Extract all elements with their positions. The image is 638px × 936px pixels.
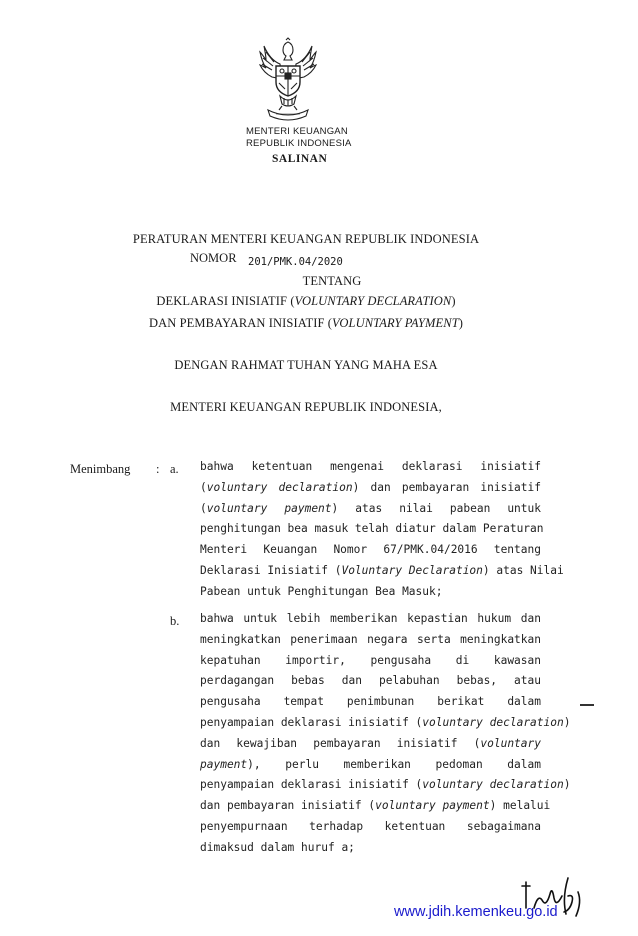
- item-b-line: pengusaha tempat penimbunan berikat dalam: [200, 695, 541, 709]
- ministry-line-2: REPUBLIK INDONESIA: [246, 138, 352, 149]
- margin-mark: [580, 704, 594, 706]
- item-a-letter: a.: [170, 462, 179, 476]
- item-a-line: Menteri Keuangan Nomor 67/PMK.04/2016 tentang: [200, 543, 541, 557]
- garuda-emblem-icon: [258, 38, 318, 122]
- item-b-line: bahwa untuk lebih memberikan kepastian hukum dan: [200, 612, 541, 625]
- item-a-line: Pabean untuk Penghitungan Bea Masuk;: [200, 584, 443, 598]
- blessing-line: DENGAN RAHMAT TUHAN YANG MAHA ESA: [174, 358, 438, 372]
- issuer-line: MENTERI KEUANGAN REPUBLIK INDONESIA,: [170, 400, 442, 414]
- subject-line-2: [0, 316, 612, 331]
- subject-line-2-pre: DAN PEMBAYARAN INISIATIF (: [148, 316, 333, 330]
- item-b-line: perdagangan bebas dan pelabuhan bebas, atau: [200, 674, 541, 688]
- item-b-line: meningkatkan penerimaan negara serta meningkatkan: [200, 632, 541, 646]
- item-b-line: penyampaian deklarasi inisiatif (voluntary declaration): [200, 778, 571, 792]
- nomor-label: NOMOR: [190, 251, 237, 265]
- ministry-line-1: MENTERI KEUANGAN: [246, 126, 348, 137]
- item-b-line: dan pembayaran inisiatif (voluntary payment) melalui: [200, 799, 551, 813]
- item-b-line: penyampaian deklarasi inisiatif (voluntary declaration): [200, 715, 571, 729]
- item-b-line: kepatuhan importir, pengusaha di kawasan: [200, 653, 541, 667]
- nomor-value: 201/PMK.04/2020: [248, 256, 343, 268]
- item-a-line: bahwa ketentuan mengenai deklarasi inisiatif: [200, 460, 541, 473]
- item-a-line: (voluntary declaration) dan pembayaran inisiatif: [200, 480, 542, 494]
- item-b-letter: b.: [170, 614, 180, 628]
- subject-line-1-italic: VOLUNTARY DECLARATION: [294, 294, 452, 308]
- item-a-line: Deklarasi Inisiatif (Voluntary Declaration) atas Nilai: [200, 563, 564, 577]
- item-b-text: [200, 609, 571, 859]
- item-a-text: [200, 457, 564, 603]
- item-b-line: dimaksud dalam huruf a;: [200, 840, 355, 854]
- ministry-heading: [246, 126, 352, 150]
- website-link[interactable]: www.jdih.kemenkeu.go.id: [394, 904, 558, 920]
- item-a-line: (voluntary payment) atas nilai pabean untuk: [200, 501, 541, 515]
- item-b-line: payment), perlu memberikan pedoman dalam: [200, 757, 541, 771]
- subject-line-1: [0, 294, 612, 309]
- copy-label: SALINAN: [272, 153, 328, 165]
- subject-line-1-pre: DEKLARASI INISIATIF (: [156, 294, 295, 308]
- menimbang-colon: :: [156, 462, 160, 476]
- subject-line-2-post: ): [458, 316, 464, 330]
- item-b-line: dan kewajiban pembayaran inisiatif (voluntary: [200, 736, 541, 750]
- subject-line-1-post: ): [451, 294, 456, 308]
- item-b-line: penyempurnaan terhadap ketentuan sebagaimana: [200, 819, 541, 833]
- menimbang-label: Menimbang: [70, 462, 131, 476]
- regulation-title: PERATURAN MENTERI KEUANGAN REPUBLIK INDONESIA: [132, 232, 480, 246]
- item-a-line: penghitungan bea masuk telah diatur dalam Peraturan: [200, 522, 544, 536]
- subject-line-2-italic: VOLUNTARY PAYMENT: [332, 316, 459, 330]
- tentang-label: TENTANG: [302, 274, 362, 288]
